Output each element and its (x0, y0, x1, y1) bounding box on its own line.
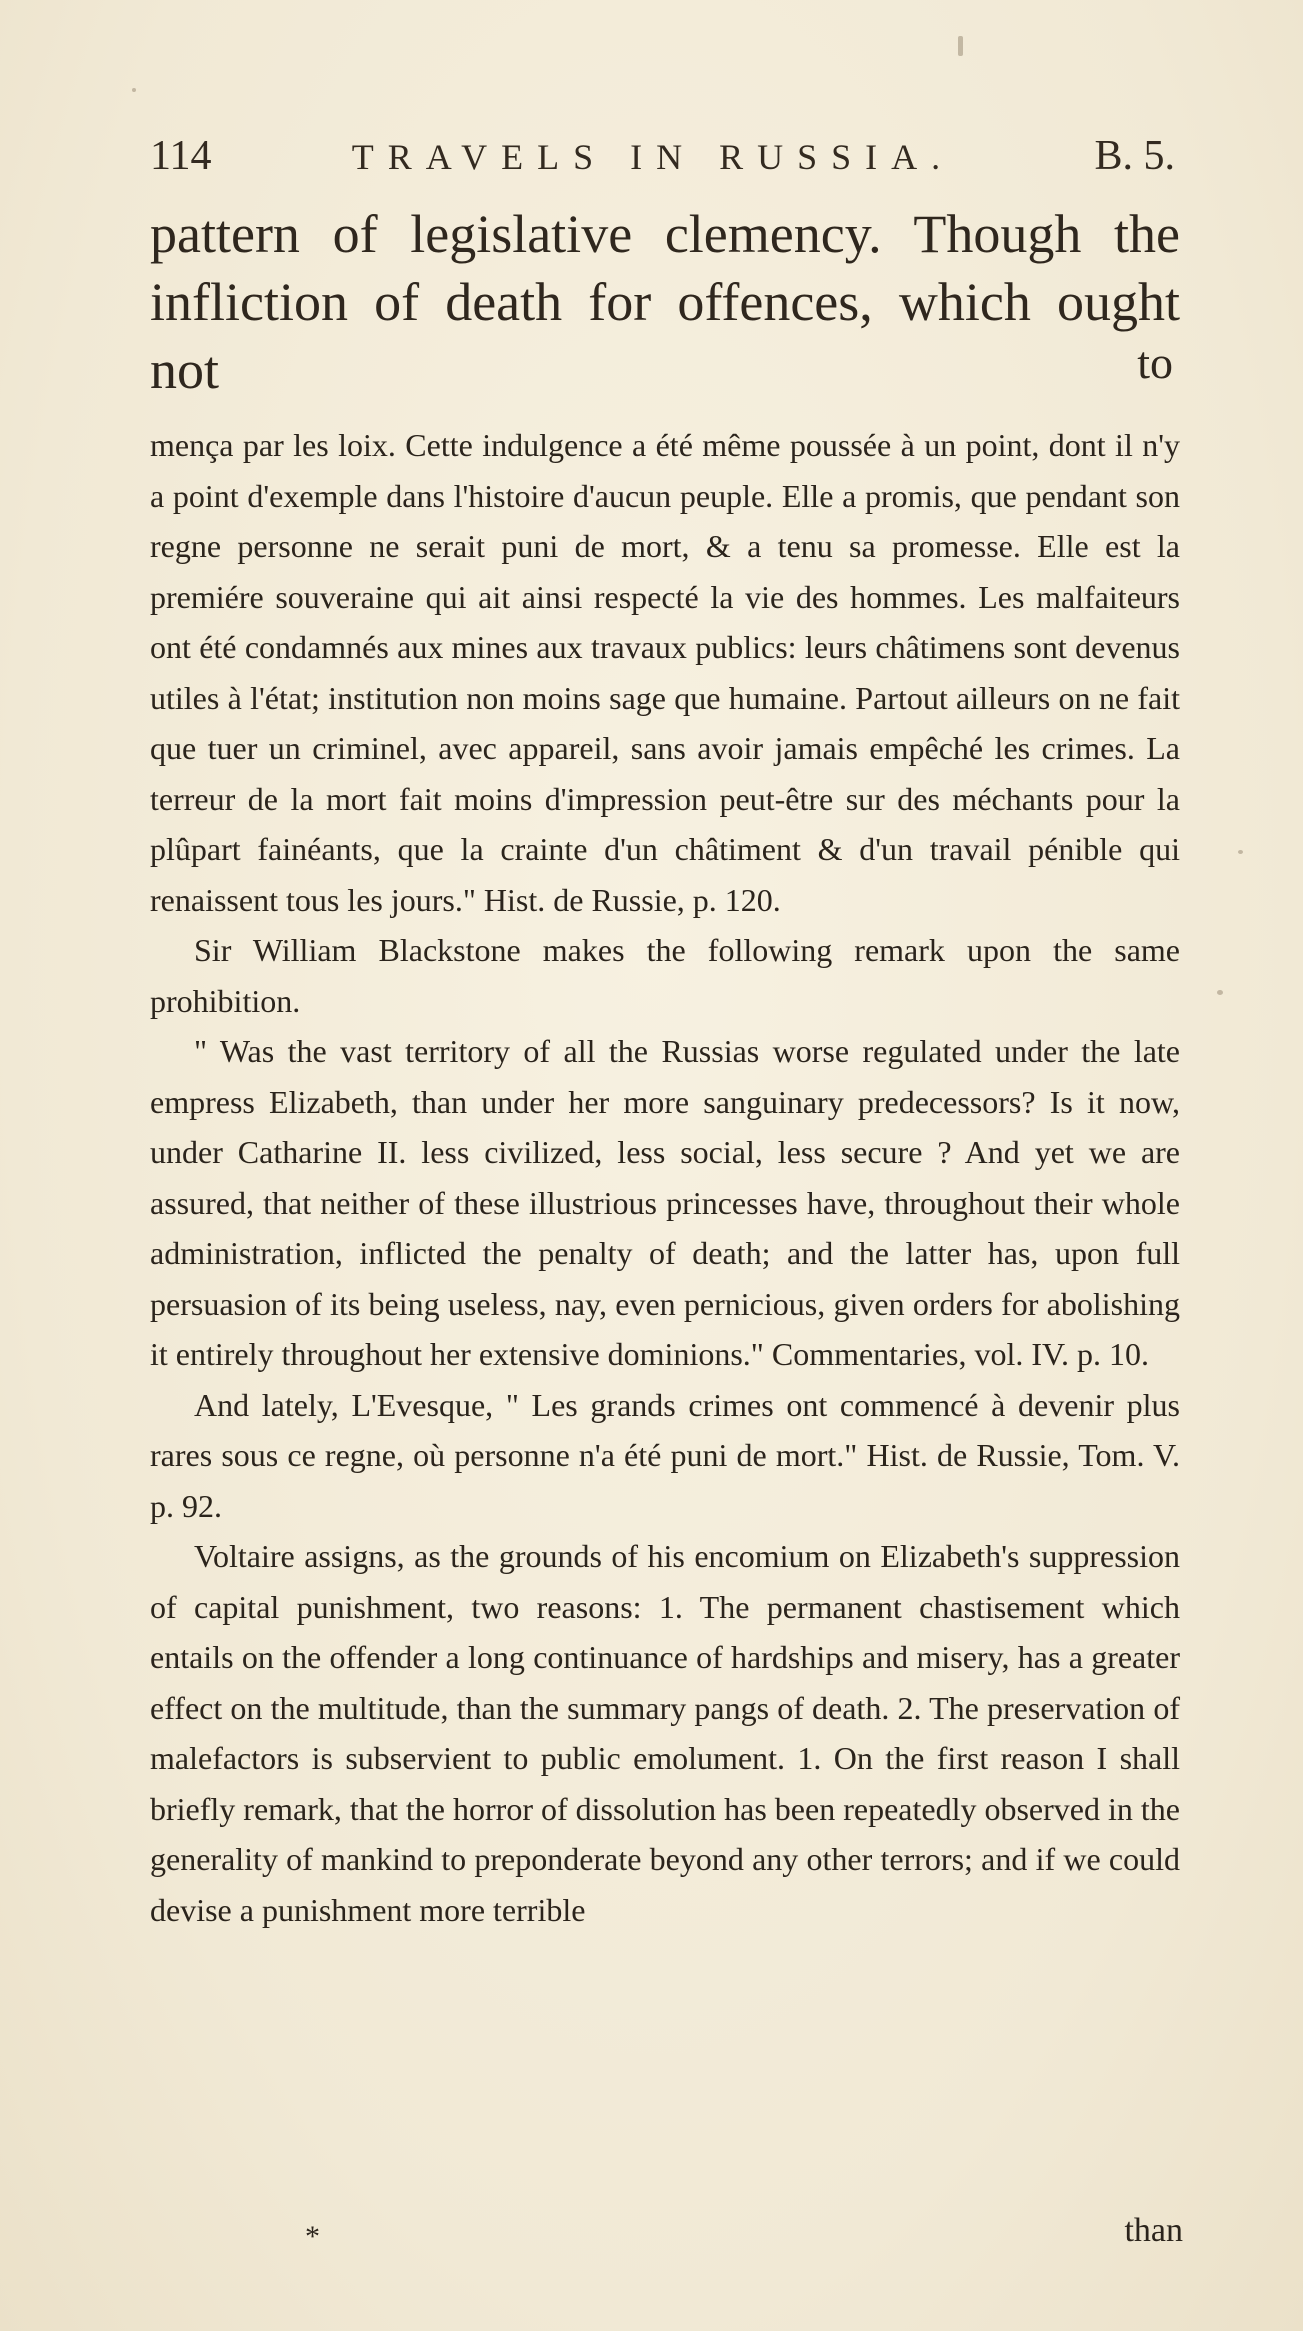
bottom-mark: * (305, 2220, 320, 2253)
footnote-paragraph-2: Sir William Blackstone makes the following remark upon the same prohibition. (150, 932, 1180, 1019)
running-header (150, 132, 1175, 192)
footnote-paragraph-3: " Was the vast territory of all the Russias worse regulated under the late empress Elizabeth, than under her more sanguinary predecessors? Is it now, under Catharine II. less civilized, less social, less secure ? And yet we are assured, that neither of these illustrious princesses have, throughout their whole administration, inflicted the penalty of death; and the latter has, upon full persuasion of its being useless, nay, even pernicious, given orders for abolishing it entirely throughout her extensive dominions." Commentaries, vol. IV. p. 10. (150, 1033, 1180, 1372)
signature-mark: B. 5. (1094, 133, 1175, 179)
footnote-paragraph-5: Voltaire assigns, as the grounds of his encomium on Elizabeth's suppression of capital punishment, two reasons: 1. The permanent chastisement which entails on the offender a long continuance of hardships and misery, has a greater effect on the multitude, than the summary pangs of death. 2. The preservation of malefactors is subservient to public emolument. 1. On the first reason I shall briefly remark, that the horror of dissolution has been repeatedly observed in the generality of mankind to preponderate beyond any other terrors; and if we could devise a punishment more terrible (150, 1538, 1180, 1928)
footnote-catchword: than (1124, 2212, 1183, 2249)
paper-speck (958, 36, 963, 56)
running-title: TRAVELS IN RUSSIA. (351, 137, 955, 177)
main-text (150, 200, 1180, 404)
paper-speck (1238, 850, 1243, 854)
footnote (150, 420, 1180, 1935)
footnote-paragraph-1: mença par les loix. Cette indulgence a été même poussée à un point, dont il n'y a point d'exemple dans l'histoire d'aucun peuple. Elle a promis, que pendant son regne personne ne serait puni de mort, & a tenu sa promesse. Elle est la premiére souveraine qui ait ainsi respecté la vie des hommes. Les malfaiteurs ont été condamnés aux mines aux travaux publics: leurs châtimens sont devenus utiles à l'état; institution non moins sage que humaine. Partout ailleurs on ne fait que tuer un criminel, avec appareil, sans avoir jamais empêché les crimes. La terreur de la mort fait moins d'impression peut-être sur des méchants pour la plûpart fainéants, que la crainte d'un châtiment & d'un travail pénible qui renaissent tous les jours." Hist. de Russie, p. 120. (150, 427, 1180, 918)
paper-speck (132, 88, 136, 92)
page-number: 114 (150, 133, 212, 179)
main-paragraph: pattern of legislative clemency. Though the infliction of death for offences, which ought not (150, 204, 1180, 400)
main-catchword: to (1137, 337, 1173, 388)
paper-speck (1217, 990, 1223, 995)
footnote-paragraph-4: And lately, L'Evesque, " Les grands crimes ont commencé à devenir plus rares sous ce regne, où personne n'a été puni de mort." Hist. de Russie, Tom. V. p. 92. (150, 1386, 1180, 1524)
